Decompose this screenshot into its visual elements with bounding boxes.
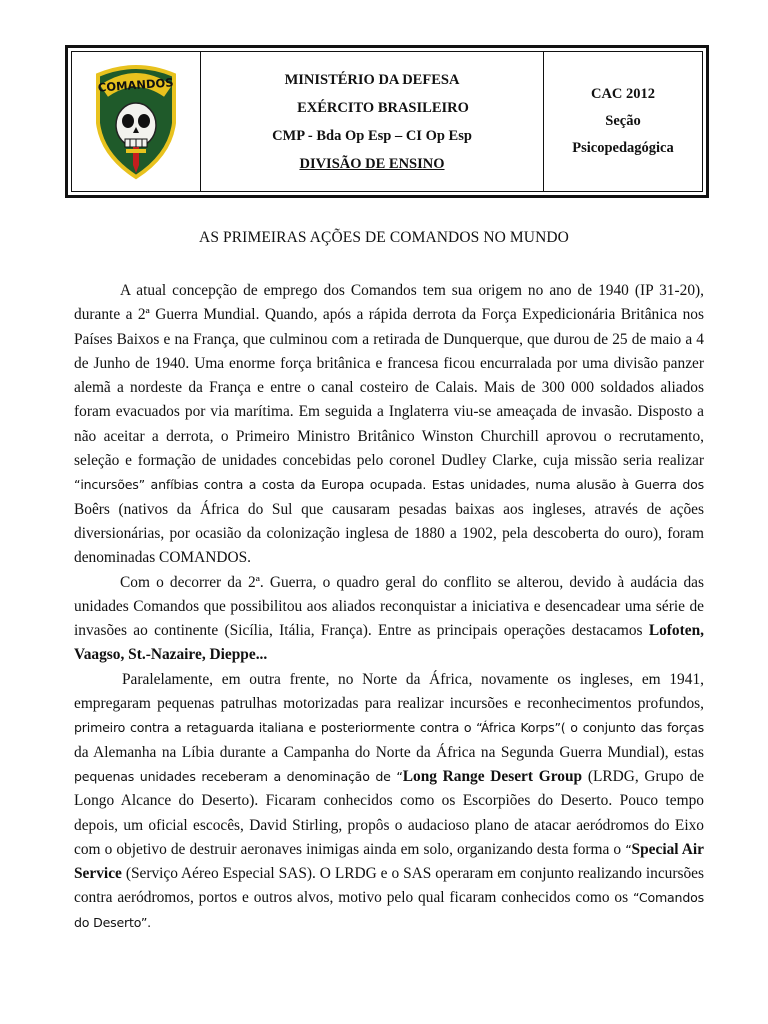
paragraph-3-sans-end: “Comandos do Deserto”. bbox=[74, 890, 704, 930]
header-center-cell bbox=[201, 52, 544, 191]
paragraph-3-text-4: (Serviço Aéreo Especial SAS). O LRDG e o SAS operaram em conjunto realizando incursões contra aeródromos, portos e outros alvos, motivo pelo qual ficaram conhecidos como os bbox=[74, 865, 705, 907]
ministry-name: MINISTÉRIO DA DEFESA bbox=[284, 71, 460, 88]
paragraph-3-sans-text: primeiro contra a retaguarda italiana e posteriormente contra o “África Korps”( o conjunto das forças bbox=[74, 720, 704, 736]
header-right-cell bbox=[544, 52, 702, 191]
paragraph-1-text: A atual concepção de emprego dos Comandos tem sua origem no ano de 1940 (IP 31-20), durante a 2ª Guerra Mundial. Quando, após a rápida derrota da Força Expedicionária Britânica nos Países Baixos e na França, que culminou com a retirada de Dunquerque, que durou de 25 de maio a 4 de Junho de 1940. Uma enorme força britânica e francesa ficou encurralada por uma divisão panzer alemã a nordeste da França e entre o canal costeiro de Calais. Mais de 300 000 soldados aliados foram evacuados por via marítima. Em seguida a Inglaterra viu-se ameaçada de invasão. Disposto a não aceitar a derrota, o Primeiro Ministro Britânico Winston Churchill aprovou o recrutamento, seleção e formação de unidades concebidas pelo coronel Dudley Clarke, cuja missão seria realizar bbox=[74, 282, 704, 470]
paragraph-3-text-3: (LRDG, Grupo de Longo Alcance do Deserto). Ficaram conhecidos como os Escorpiões do Deserto. Pouco tempo depois, um oficial escocês, David Stirling, propôs o audacioso plano de atacar aeródromos do Eixo com o objetivo de destruir aeronaves inimigas ainda em solo, organizando desta forma o bbox=[74, 767, 704, 858]
paragraph-3-text-2: da Alemanha na Líbia durante a Campanha do Norte da África na Segunda Guerra Mundial), estas bbox=[74, 743, 704, 761]
division-name: DIVISÃO DE ENSINO bbox=[299, 155, 445, 172]
paragraph-3-sans-text-2: pequenas unidades receberam a denominação de “ bbox=[74, 768, 403, 784]
header-table-inner bbox=[71, 51, 703, 192]
paragraph-1-text-end: Boêrs (nativos da África do Sul que causaram pesadas baixas aos ingleses, através de ações diversionárias, por ocasião da colonização inglesa de 1880 a 1902, pela descoberta do ouro), foram denominadas COMANDOS. bbox=[74, 500, 704, 567]
header-table bbox=[65, 45, 709, 198]
document-title: AS PRIMEIRAS AÇÕES DE COMANDOS NO MUNDO bbox=[199, 229, 569, 246]
comandos-emblem-icon bbox=[90, 61, 182, 183]
sas-name: Special Air Service bbox=[74, 840, 705, 883]
document-body bbox=[74, 279, 704, 935]
section-label: Seção bbox=[605, 113, 641, 129]
paragraph-2-bold-operations: Lofoten, Vaagso, St.-Nazaire, Dieppe... bbox=[74, 622, 704, 664]
section-name: Psicopedagógica bbox=[572, 140, 674, 156]
logo-cell bbox=[72, 52, 201, 191]
paragraph-1 bbox=[74, 279, 704, 571]
paragraph-3 bbox=[74, 668, 704, 935]
logo-text: COMANDOS bbox=[97, 74, 175, 95]
paragraph-2-text: Com o decorrer da 2ª. Guerra, o quadro geral do conflito se alterou, devido à audácia das unidades Comandos que possibilitou aos aliados reconquistar a iniciativa e desencadear uma série de invasões ao continente (Sicília, Itália, França). Entre as principais operações destacamos bbox=[74, 573, 704, 640]
course-name: CAC 2012 bbox=[590, 86, 656, 102]
paragraph-1-sans-text: “incursões” anfíbias contra a costa da Europa ocupada. Estas unidades, numa alusão à Guerra dos bbox=[74, 477, 704, 493]
unit-name: CMP - Bda Op Esp – CI Op Esp bbox=[272, 127, 472, 144]
paragraph-3-text: Paralelamente, em outra frente, no Norte da África, novamente os ingleses, em 1941, empregaram pequenas patrulhas motorizadas para realizar incursões e reconhecimentos profundos, bbox=[74, 670, 704, 713]
paragraph-3-quote: “ bbox=[625, 841, 632, 857]
paragraph-2 bbox=[74, 571, 704, 668]
army-name: EXÉRCITO BRASILEIRO bbox=[297, 99, 469, 116]
lrdg-name: Long Range Desert Group bbox=[402, 767, 583, 785]
